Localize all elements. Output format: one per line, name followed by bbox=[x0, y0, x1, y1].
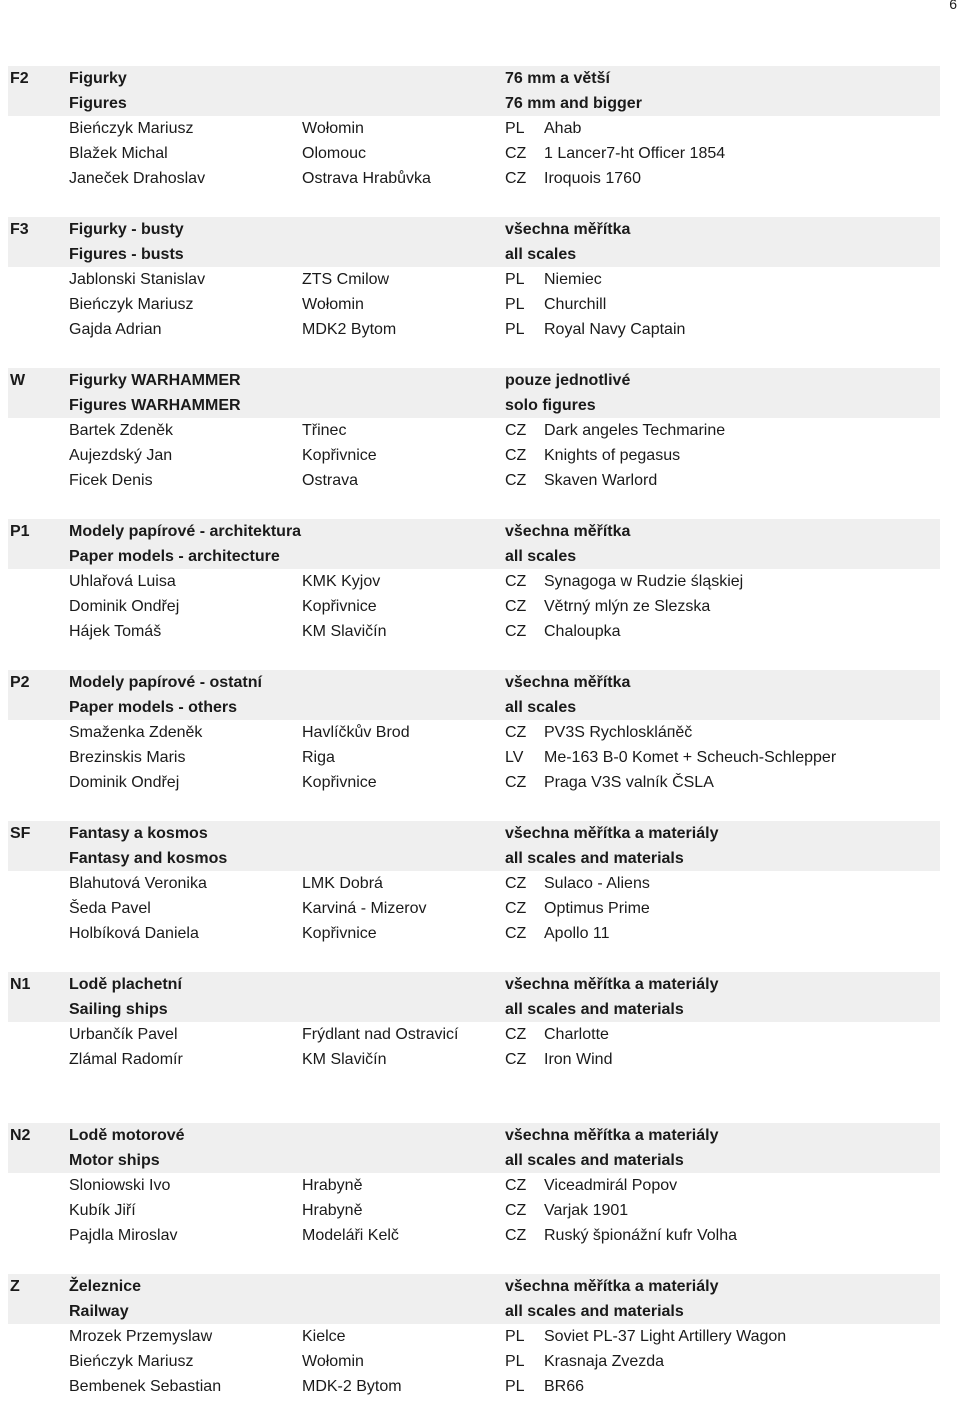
entry-city: MDK-2 Bytom bbox=[302, 1378, 402, 1395]
category-section bbox=[0, 1274, 960, 1425]
category-header bbox=[8, 972, 940, 997]
entry-city: Kopřivnice bbox=[302, 447, 377, 464]
category-title-cz: Modely papírové - architektura bbox=[69, 523, 302, 540]
category-scale-cz: všechna měřítka a materiály bbox=[505, 976, 719, 993]
entry-country: CZ bbox=[505, 472, 527, 489]
category-header-en bbox=[8, 544, 940, 569]
entry-name: Pajdla Miroslav bbox=[69, 1227, 178, 1244]
entry-row bbox=[0, 1324, 960, 1349]
entry-row bbox=[0, 569, 960, 594]
entry-row bbox=[0, 1198, 960, 1223]
entry-model: Optimus Prime bbox=[544, 900, 650, 917]
category-header-en bbox=[8, 1148, 940, 1173]
entry-row bbox=[0, 317, 960, 342]
entry-model: Chaloupka bbox=[544, 623, 621, 640]
category-header bbox=[8, 368, 940, 393]
entry-model: Ruský špionážní kufr Volha bbox=[544, 1227, 737, 1244]
entry-country: CZ bbox=[505, 900, 527, 917]
entry-row bbox=[0, 770, 960, 795]
entry-model: Niemiec bbox=[544, 271, 602, 288]
entry-model: Apollo 11 bbox=[544, 925, 610, 942]
entry-name: Blažek Michal bbox=[69, 145, 168, 162]
entry-city: LMK Dobrá bbox=[302, 875, 383, 892]
category-scale-en: all scales bbox=[505, 246, 577, 263]
entry-name: Hájek Tomáš bbox=[69, 623, 162, 640]
entry-country: CZ bbox=[505, 1051, 527, 1068]
entry-city: KM Slavičín bbox=[302, 1051, 387, 1068]
entry-name: Brezinskis Maris bbox=[69, 749, 186, 766]
entry-row bbox=[0, 116, 960, 141]
entry-name: Bartek Zdeněk bbox=[69, 422, 174, 439]
entry-country: CZ bbox=[505, 724, 527, 741]
category-header bbox=[8, 217, 940, 242]
category-header-en bbox=[8, 1299, 940, 1324]
entry-name: Janeček Drahoslav bbox=[69, 170, 206, 187]
entry-model: Churchill bbox=[544, 296, 607, 313]
category-code: P1 bbox=[10, 523, 30, 540]
entry-country: CZ bbox=[505, 925, 527, 942]
entry-model: Viceadmirál Popov bbox=[544, 1177, 678, 1194]
entry-country: CZ bbox=[505, 145, 527, 162]
entry-row bbox=[0, 594, 960, 619]
entry-city: Olomouc bbox=[302, 145, 367, 162]
entry-name: Smaženka Zdeněk bbox=[69, 724, 203, 741]
entry-country: CZ bbox=[505, 1026, 527, 1043]
entry-model: Iroquois 1760 bbox=[544, 170, 641, 187]
category-header-en bbox=[8, 91, 940, 116]
entry-city: KM Slavičín bbox=[302, 623, 387, 640]
category-header-en bbox=[8, 242, 940, 267]
entry-country: PL bbox=[505, 321, 525, 338]
entry-country: PL bbox=[505, 271, 525, 288]
entry-country: CZ bbox=[505, 170, 527, 187]
category-scale-cz: všechna měřítka bbox=[505, 523, 631, 540]
entry-country: CZ bbox=[505, 422, 527, 439]
entry-model: Dark angeles Techmarine bbox=[544, 422, 726, 439]
category-scale-en: solo figures bbox=[505, 397, 596, 414]
entry-name: Mrozek Przemyslaw bbox=[69, 1328, 213, 1345]
category-header bbox=[8, 1123, 940, 1148]
entry-row bbox=[0, 1173, 960, 1198]
entry-row bbox=[0, 921, 960, 946]
entry-city: ZTS Cmilow bbox=[302, 271, 390, 288]
entry-name: Bembenek Sebastian bbox=[69, 1378, 222, 1395]
entry-row bbox=[0, 267, 960, 292]
entry-row bbox=[0, 1374, 960, 1399]
entry-city: Ostrava bbox=[302, 472, 359, 489]
category-section bbox=[0, 368, 960, 519]
category-title-en: Figures WARHAMMER bbox=[69, 397, 241, 414]
category-title-en: Sailing ships bbox=[69, 1001, 168, 1018]
category-header-en bbox=[8, 846, 940, 871]
entry-row bbox=[0, 1022, 960, 1047]
category-scale-en: all scales and materials bbox=[505, 850, 684, 867]
entry-country: CZ bbox=[505, 875, 527, 892]
category-header bbox=[8, 1274, 940, 1299]
category-scale-en: all scales bbox=[505, 548, 577, 565]
category-code: N1 bbox=[10, 976, 31, 993]
entry-model: BR66 bbox=[544, 1378, 585, 1395]
category-scale-en: all scales and materials bbox=[505, 1303, 684, 1320]
entry-city: Riga bbox=[302, 749, 335, 766]
entry-country: CZ bbox=[505, 573, 527, 590]
entry-model: Krasnaja Zvezda bbox=[544, 1353, 665, 1370]
category-code: P2 bbox=[10, 674, 30, 691]
entry-name: Zlámal Radomír bbox=[69, 1051, 183, 1068]
entry-name: Sloniowski Ivo bbox=[69, 1177, 171, 1194]
entry-city: Frýdlant nad Ostravicí bbox=[302, 1026, 459, 1043]
entry-model: Knights of pegasus bbox=[544, 447, 681, 464]
entry-city: Třinec bbox=[302, 422, 347, 439]
category-title-en: Paper models - others bbox=[69, 699, 238, 716]
entry-city: Kopřivnice bbox=[302, 774, 377, 791]
entry-model: PV3S Rychloskláпěč bbox=[544, 724, 693, 741]
category-scale-en: all scales and materials bbox=[505, 1152, 684, 1169]
entry-row bbox=[0, 418, 960, 443]
entry-name: Jablonski Stanislav bbox=[69, 271, 206, 288]
entry-name: Šeda Pavel bbox=[69, 900, 151, 917]
entry-row bbox=[0, 1047, 960, 1072]
entry-city: Kopřivnice bbox=[302, 925, 377, 942]
category-code: F3 bbox=[10, 221, 29, 238]
category-title-en: Railway bbox=[69, 1303, 129, 1320]
category-scale-en: 76 mm and bigger bbox=[505, 95, 642, 112]
entry-country: CZ bbox=[505, 1227, 527, 1244]
entry-name: Uhlařová Luisa bbox=[69, 573, 176, 590]
category-code: N2 bbox=[10, 1127, 31, 1144]
category-code: SF bbox=[10, 825, 31, 842]
category-scale-cz: 76 mm a větší bbox=[505, 70, 610, 87]
category-title-en: Fantasy and kosmos bbox=[69, 850, 228, 867]
category-header bbox=[8, 670, 940, 695]
category-section bbox=[0, 519, 960, 670]
entry-model: 1 Lancer7-ht Officer 1854 bbox=[544, 145, 726, 162]
entry-name: Kubík Jiří bbox=[69, 1202, 136, 1219]
entry-city: Wołomin bbox=[302, 120, 364, 137]
category-header bbox=[8, 519, 940, 544]
category-header-en bbox=[8, 997, 940, 1022]
entry-country: CZ bbox=[505, 598, 527, 615]
category-header bbox=[8, 66, 940, 91]
entry-model: Royal Navy Captain bbox=[544, 321, 686, 338]
entry-city: Kielce bbox=[302, 1328, 346, 1345]
entry-name: Aujezdský Jan bbox=[69, 447, 173, 464]
entry-city: Hrabyně bbox=[302, 1177, 363, 1194]
category-section bbox=[0, 821, 960, 972]
entry-country: PL bbox=[505, 1353, 525, 1370]
entry-row bbox=[0, 292, 960, 317]
entry-city: Havlíčkův Brod bbox=[302, 724, 410, 741]
category-title-cz: Figurky bbox=[69, 70, 127, 87]
entry-name: Bieńczyk Mariusz bbox=[69, 296, 194, 313]
category-section bbox=[0, 972, 960, 1123]
category-header bbox=[8, 821, 940, 846]
category-scale-cz: všechna měřítka a materiály bbox=[505, 1278, 719, 1295]
category-title-en: Figures bbox=[69, 95, 127, 112]
category-section bbox=[0, 66, 960, 217]
entry-city: Modeláři Kelč bbox=[302, 1227, 399, 1244]
entry-country: CZ bbox=[505, 774, 527, 791]
entry-city: Hrabyně bbox=[302, 1202, 363, 1219]
category-title-cz: Figurky WARHAMMER bbox=[69, 372, 241, 389]
entry-name: Urbančík Pavel bbox=[69, 1026, 178, 1043]
entry-country: CZ bbox=[505, 623, 527, 640]
entry-country: PL bbox=[505, 120, 525, 137]
entry-model: Soviet PL-37 Light Artillery Wagon bbox=[544, 1328, 787, 1345]
category-scale-cz: všechna měřítka a materiály bbox=[505, 825, 719, 842]
category-scale-cz: všechna měřítka bbox=[505, 674, 631, 691]
entry-row bbox=[0, 468, 960, 493]
category-title-en: Motor ships bbox=[69, 1152, 160, 1169]
category-title-cz: Modely papírové - ostatní bbox=[69, 674, 262, 691]
entry-row bbox=[0, 141, 960, 166]
entry-row bbox=[0, 871, 960, 896]
entry-country: PL bbox=[505, 1378, 525, 1395]
entry-country: PL bbox=[505, 296, 525, 313]
category-scale-en: all scales and materials bbox=[505, 1001, 684, 1018]
entry-model: Sulaco - Aliens bbox=[544, 875, 650, 892]
entry-name: Gajda Adrian bbox=[69, 321, 162, 338]
entry-country: CZ bbox=[505, 1177, 527, 1194]
entry-city: Wołomin bbox=[302, 296, 364, 313]
category-scale-cz: pouze jednotlivé bbox=[505, 372, 631, 389]
category-scale-en: all scales bbox=[505, 699, 577, 716]
category-title-cz: Figurky - busty bbox=[69, 221, 184, 238]
category-scale-cz: všechna měřítka a materiály bbox=[505, 1127, 719, 1144]
entry-city: Karviná - Mizerov bbox=[302, 900, 427, 917]
entry-row bbox=[0, 896, 960, 921]
entry-name: Ficek Denis bbox=[69, 472, 153, 489]
entry-row bbox=[0, 166, 960, 191]
category-header-en bbox=[8, 695, 940, 720]
entry-city: KMK Kyjov bbox=[302, 573, 381, 590]
entry-model: Charlotte bbox=[544, 1026, 609, 1043]
entry-model: Skaven Warlord bbox=[544, 472, 658, 489]
entry-name: Holbíková Daniela bbox=[69, 925, 199, 942]
entry-row bbox=[0, 1349, 960, 1374]
entry-city: MDK2 Bytom bbox=[302, 321, 397, 338]
category-scale-cz: všechna měřítka bbox=[505, 221, 631, 238]
entry-row bbox=[0, 443, 960, 468]
category-code: F2 bbox=[10, 70, 29, 87]
entry-name: Dominik Ondřej bbox=[69, 598, 180, 615]
page-number: 6 bbox=[949, 0, 957, 12]
entry-model: Iron Wind bbox=[544, 1051, 613, 1068]
entry-model: Varjak 1901 bbox=[544, 1202, 629, 1219]
category-title-cz: Lodě motorové bbox=[69, 1127, 185, 1144]
category-title-cz: Železnice bbox=[69, 1278, 142, 1295]
entry-name: Blahutová Veronika bbox=[69, 875, 207, 892]
entry-country: PL bbox=[505, 1328, 525, 1345]
entry-row bbox=[0, 720, 960, 745]
category-title-cz: Lodě plachetní bbox=[69, 976, 182, 993]
entry-model: Praga V3S valník ČSLA bbox=[544, 774, 714, 791]
entry-model: Me-163 B-0 Komet + Scheuch-Schlepper bbox=[544, 749, 837, 766]
entry-name: Bieńczyk Mariusz bbox=[69, 1353, 194, 1370]
category-section bbox=[0, 670, 960, 821]
category-section bbox=[0, 217, 960, 368]
category-title-en: Figures - busts bbox=[69, 246, 184, 263]
entry-row bbox=[0, 745, 960, 770]
entry-model: Větrný mlýn ze Slezska bbox=[544, 598, 711, 615]
entry-name: Dominik Ondřej bbox=[69, 774, 180, 791]
entry-country: CZ bbox=[505, 1202, 527, 1219]
category-code: W bbox=[10, 372, 26, 389]
entry-city: Kopřivnice bbox=[302, 598, 377, 615]
entry-row bbox=[0, 619, 960, 644]
category-title-en: Paper models - architecture bbox=[69, 548, 280, 565]
entry-model: Synagoga w Rudzie śląskiej bbox=[544, 573, 744, 590]
entry-name: Bieńczyk Mariusz bbox=[69, 120, 194, 137]
entry-city: Ostrava Hrabůvka bbox=[302, 170, 431, 187]
category-section bbox=[0, 1123, 960, 1274]
entry-country: LV bbox=[505, 749, 524, 766]
entry-country: CZ bbox=[505, 447, 527, 464]
entry-model: Ahab bbox=[544, 120, 582, 137]
results-list bbox=[0, 66, 960, 1425]
category-title-cz: Fantasy a kosmos bbox=[69, 825, 208, 842]
entry-row bbox=[0, 1223, 960, 1248]
category-header-en bbox=[8, 393, 940, 418]
entry-city: Wołomin bbox=[302, 1353, 364, 1370]
category-code: Z bbox=[10, 1278, 20, 1295]
